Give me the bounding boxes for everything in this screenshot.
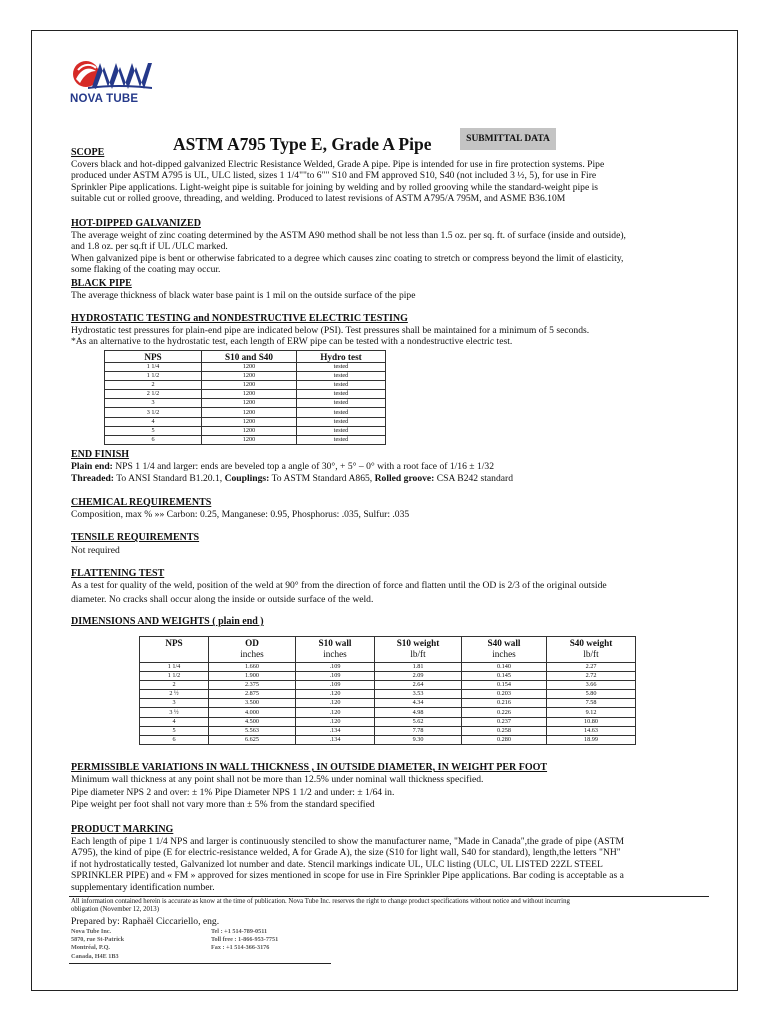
column-name: S10 wall [318,638,352,648]
column-name: NPS [165,638,183,648]
table-row [105,426,386,435]
column-header [547,637,636,663]
table-row [140,735,636,744]
disclaimer-divider [69,896,709,897]
table-cell: 1.900 [209,672,296,681]
scope-line: Covers black and hot-dipped galvanized Electric Resistance Welded, Grade A pipe. Pipe is intended for use in fire protection systems. Pipe [71,159,605,170]
column-name: S40 weight [569,638,613,648]
galvanized-line: some flaking of the coating may occur. [71,264,221,276]
table-cell: 9.12 [547,708,636,717]
phone-line: Toll free : 1-866-953-7751 [211,936,279,944]
table-cell: 5 [140,726,209,735]
table-cell: 7.78 [375,726,462,735]
marking-heading: PRODUCT MARKING [71,824,174,835]
marking-line: if not hydrostatically tested, Galvanized lot number and date. Stencil markings indicate UL, ULC listing (ULC, UL LISTED 22ZL STEEL [71,858,603,870]
footer-phones [211,928,278,953]
table-row [140,717,636,726]
table-cell: .134 [296,726,375,735]
table-cell: 5.563 [209,726,296,735]
table-row [105,372,386,381]
dimensions-table [139,636,636,745]
table-row [140,690,636,699]
column-unit: inches [323,649,347,659]
scope-text [71,159,604,205]
table-row [105,390,386,399]
table-cell: 0.226 [462,708,547,717]
column-header [209,637,296,663]
black-pipe-text: The average thickness of black water base paint is 1 mil on the outside surface of the pipe [71,290,416,301]
footer-divider [69,963,331,964]
table-cell: 3.66 [547,681,636,690]
table-cell: 0.154 [462,681,547,690]
table-row [140,726,636,735]
table-cell: 0.203 [462,690,547,699]
hydro-table-body [105,363,386,445]
tensile-heading: TENSILE REQUIREMENTS [71,532,200,543]
scope-line: suitable cut or rolled groove, threading, and welding. Produced to latest revisions of ASTM A795/A 795M, and ASME B36.10M [71,193,566,205]
table-cell: 4.500 [209,717,296,726]
column-header: Hydro test [297,351,386,363]
hydro-test-table [104,350,386,445]
logo-text: NOVA TUBE [70,93,139,105]
table-cell: 5 [105,426,202,435]
galvanized-line: The average weight of zinc coating determined by the ASTM A90 method shall be not less than 1.5 oz. per sq. ft. of surface (inside and outside), [71,230,626,241]
column-unit: inches [492,649,516,659]
table-cell: 2 ½ [140,690,209,699]
flattening-line: As a test for quality of the weld, position of the weld at 90° from the direction of force and flatten until the OD is 2/3 of the original outside [71,580,607,591]
table-cell: 1200 [202,417,297,426]
threaded-text: To ANSI Standard B1.20.1, [114,473,225,484]
galvanized-text [71,230,626,276]
table-cell: 1200 [202,399,297,408]
marking-line: Each length of pipe 1 1/4 NPS and larger is continuously stenciled to show the manufacturer name, "Made in Canada",the grade of pipe (ASTM [71,836,625,847]
table-header-row [105,351,386,363]
table-cell: 7.58 [547,699,636,708]
disclaimer [71,898,570,915]
scope-line: produced under ASTM A795 is UL, ULC listed, sizes 1 1/4""to 6"" S10 and FM approved S10, S40 (not included 3 ½, 5), for use in Fire [71,170,597,182]
table-cell: tested [297,435,386,444]
variations-line-2: Pipe diameter NPS 2 and over: ± 1% Pipe Diameter NPS 1 1/2 and under: ± 1/64 in. [71,787,395,798]
table-cell: 0.140 [462,663,547,672]
column-unit: lb/ft [410,649,426,659]
phone-line: Tel : +1 514-789-0511 [211,928,268,935]
table-cell: 2.875 [209,690,296,699]
chemical-text: Composition, max % »» Carbon: 0.25, Manganese: 0.95, Phosphorus: .035, Sulfur: .035 [71,509,410,520]
table-cell: 4.000 [209,708,296,717]
column-header [375,637,462,663]
table-cell: 1200 [202,426,297,435]
table-cell: 3 1/2 [105,408,202,417]
black-pipe-heading: BLACK PIPE [71,278,132,289]
nova-tube-logo [68,57,156,107]
table-cell: tested [297,417,386,426]
table-cell: 1 1/2 [140,672,209,681]
table-cell: 3 ½ [140,708,209,717]
table-cell: 6 [105,435,202,444]
table-header-row [140,637,636,663]
table-row [105,399,386,408]
table-cell: 3 [140,699,209,708]
table-cell: 3.500 [209,699,296,708]
table-cell: 2.72 [547,672,636,681]
dimensions-table-body [140,663,636,745]
chemical-heading: CHEMICAL REQUIREMENTS [71,497,212,508]
table-cell: tested [297,426,386,435]
marking-line: A795), the kind of pipe (E for electric-resistance welded, A for Grade A), the size (S10 for light wall, S40 for standard), length,the letters "NH" [71,847,621,859]
document-title: ASTM A795 Type E, Grade A Pipe [173,134,432,154]
table-row [140,708,636,717]
table-cell: 9.30 [375,735,462,744]
table-cell: 1 1/4 [140,663,209,672]
table-cell: 1 1/4 [105,363,202,372]
variations-line-3: Pipe weight per foot shall not vary more than ± 5% from the standard specified [71,799,375,810]
table-cell: 1 1/2 [105,372,202,381]
marking-line: supplementary identification number. [71,881,215,893]
table-cell: 10.80 [547,717,636,726]
table-cell: 0.145 [462,672,547,681]
threaded-label: Threaded: [71,473,114,484]
disclaimer-line: All information contained herein is accurate as know at the time of publication. Nova Tube Inc. reserves the right to change product specifications without notice and without incurring [71,898,570,905]
table-row [140,672,636,681]
table-cell: 4.34 [375,699,462,708]
marking-line: SPRINKLER PIPE) and « FM » approved for sizes mentioned in scope for use in Fire Sprinkler Pipe applications. Bar coding is acceptable as a [71,870,624,882]
tensile-text: Not required [71,545,120,556]
end-finish-heading: END FINISH [71,449,130,460]
table-cell: 1200 [202,363,297,372]
table-row [105,363,386,372]
table-cell: 6 [140,735,209,744]
table-cell: 1.81 [375,663,462,672]
table-cell: tested [297,381,386,390]
end-finish-plain [71,461,494,472]
variations-line-1: Minimum wall thickness at any point shall not be more than 12.5% under nominal wall thickness specified. [71,774,484,785]
flattening-heading: FLATTENING TEST [71,568,165,579]
couplings-label: Couplings: [224,473,270,484]
column-header: NPS [105,351,202,363]
table-row [140,699,636,708]
table-cell: 3 [105,399,202,408]
table-cell: .120 [296,717,375,726]
table-cell: .120 [296,708,375,717]
variations-heading: PERMISSIBLE VARIATIONS IN WALL THICKNESS , IN OUTSIDE DIAMETER, IN WEIGHT PER FOOT [71,762,548,773]
prepared-by: Prepared by: Raphaël Ciccariello, eng. [71,916,220,927]
flattening-text [71,580,607,606]
table-cell: 2 [105,381,202,390]
table-cell: 5.80 [547,690,636,699]
table-cell: 0.258 [462,726,547,735]
table-cell: tested [297,372,386,381]
scope-line: Sprinkler Pipe applications. Light-weight pipe is suitable for joining by welding and by rolled grooving while the standard-weight pipe is [71,181,599,193]
table-cell: tested [297,408,386,417]
table-row [105,408,386,417]
table-cell: 4.98 [375,708,462,717]
rolled-groove-label: Rolled groove: [374,473,435,484]
table-cell: 1200 [202,390,297,399]
table-cell: 18.99 [547,735,636,744]
galvanized-line: and 1.8 oz. per sq.ft if UL /ULC marked. [71,241,228,253]
table-row [140,681,636,690]
table-cell: 1200 [202,381,297,390]
couplings-text: To ASTM Standard A865, [269,473,375,484]
table-cell: 0.237 [462,717,547,726]
marking-text [71,836,624,893]
column-unit: lb/ft [583,649,599,659]
table-cell: .120 [296,699,375,708]
address-line: Nova Tube Inc. [71,928,112,935]
rolled-groove-text: CSA B242 standard [434,473,513,484]
address-line: 5870, rue St-Patrick [71,936,125,944]
table-cell: 2 1/2 [105,390,202,399]
table-cell: 14.63 [547,726,636,735]
submittal-badge: SUBMITTAL DATA [460,128,556,150]
table-cell: 1200 [202,372,297,381]
table-cell: 0.280 [462,735,547,744]
table-cell: 2.64 [375,681,462,690]
table-cell: .109 [296,663,375,672]
table-cell: 1.660 [209,663,296,672]
table-cell: 3.53 [375,690,462,699]
table-cell: .120 [296,690,375,699]
table-cell: 4 [140,717,209,726]
plain-end-label: Plain end: [71,461,113,472]
hydro-text [71,325,589,348]
table-cell: tested [297,363,386,372]
column-header: S10 and S40 [202,351,297,363]
table-cell: 2.09 [375,672,462,681]
table-cell: .109 [296,681,375,690]
table-cell: 5.62 [375,717,462,726]
table-row [140,663,636,672]
column-name: S10 weight [396,638,440,648]
address-line: Canada, H4E 1B3 [71,952,119,960]
table-cell: 2.375 [209,681,296,690]
table-cell: 1200 [202,435,297,444]
table-cell: .109 [296,672,375,681]
column-name: OD [245,638,259,648]
table-cell: 2.27 [547,663,636,672]
table-cell: 2 [140,681,209,690]
footer-address [71,928,124,961]
table-row [105,381,386,390]
column-header [140,637,209,663]
scope-heading: SCOPE [71,147,105,158]
table-row [105,435,386,444]
table-cell: 1200 [202,408,297,417]
galvanized-line: When galvanized pipe is bent or otherwise fabricated to a degree which causes zinc coating to stretch or compress beyond the limit of elasticity, [71,252,624,264]
column-unit: inches [240,649,264,659]
table-cell: tested [297,399,386,408]
column-name: S40 wall [487,638,521,648]
table-cell: .134 [296,735,375,744]
plain-end-text: NPS 1 1/4 and larger: ends are beveled top a angle of 30°, + 5° – 0° with a root face of 1/16 ± 1/32 [112,461,495,472]
column-header [296,637,375,663]
table-cell: tested [297,390,386,399]
disclaimer-line: obligation (November 12, 2013) [71,906,159,914]
column-header [462,637,547,663]
flattening-line: diameter. No cracks shall occur along the inside or outside surface of the weld. [71,594,374,606]
phone-line: Fax : +1 514-366-3176 [211,944,270,952]
hydro-line: *As an alternative to the hydrostatic test, each length of ERW pipe can be tested with a nondestructive electric test. [71,336,513,348]
galvanized-heading: HOT-DIPPED GALVANIZED [71,218,201,229]
end-finish-threaded [71,473,513,484]
table-cell: 0.216 [462,699,547,708]
table-cell: 4 [105,417,202,426]
hydro-heading: HYDROSTATIC TESTING and NONDESTRUCTIVE ELECTRIC TESTING [71,313,408,324]
table-cell: 6.625 [209,735,296,744]
table-row [105,417,386,426]
address-line: Montréal, P.Q. [71,944,110,952]
dimensions-heading: DIMENSIONS AND WEIGHTS ( plain end ) [71,616,264,627]
hydro-line: Hydrostatic test pressures for plain-end pipe are indicated below (PSI). Test pressures shall be maintained for a minimum of 5 seconds. [71,325,590,336]
